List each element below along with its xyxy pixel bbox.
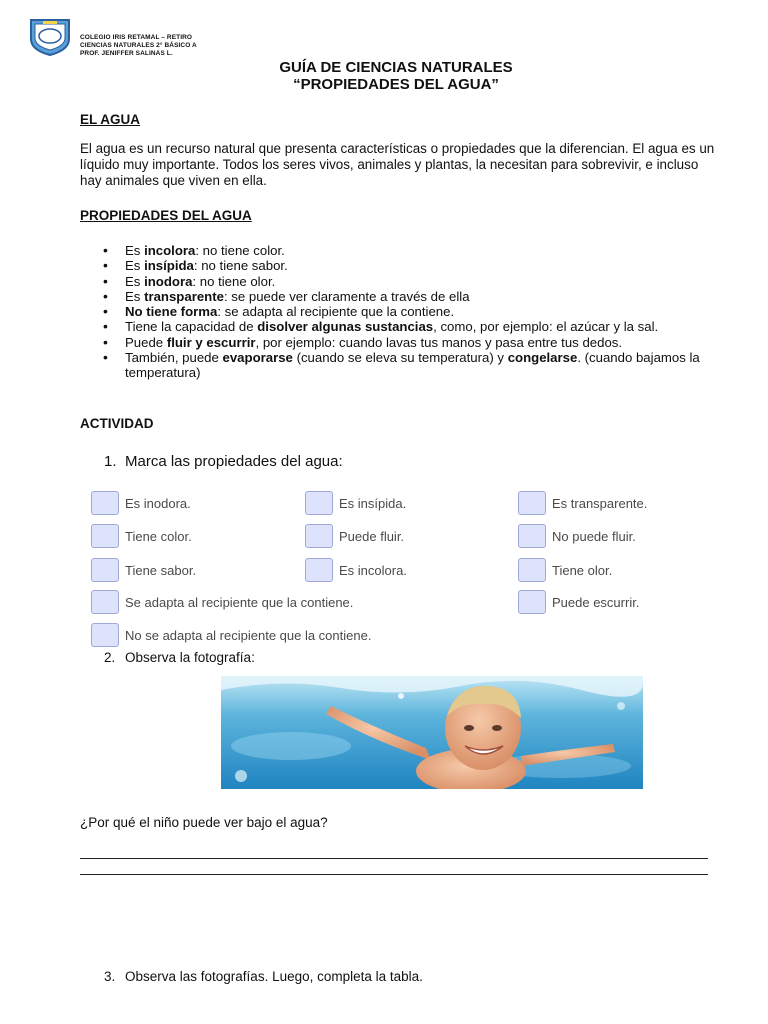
question-number: 3.: [104, 969, 116, 984]
question-1: [104, 453, 343, 470]
answer-line[interactable]: [80, 874, 708, 875]
option-label: Tiene olor.: [552, 562, 613, 578]
section-heading-properties: PROPIEDADES DEL AGUA: [80, 208, 252, 223]
school-line: PROF. JENIFFER SALINAS L.: [80, 50, 173, 57]
question-3: [104, 969, 423, 984]
property-text: : se puede ver claramente a través de ella: [223, 288, 470, 304]
option-es-inodora[interactable]: [91, 490, 191, 516]
section-heading-activity: ACTIVIDAD: [80, 416, 154, 431]
property-keyword: evaporarse: [222, 350, 293, 366]
checkbox[interactable]: [305, 558, 333, 582]
school-info: [80, 34, 197, 58]
property-keyword: No tiene forma: [125, 304, 218, 320]
properties-list: [80, 243, 720, 381]
option-no-puede-fluir[interactable]: [518, 523, 636, 549]
section-heading-agua: EL AGUA: [80, 112, 141, 127]
checkbox[interactable]: [91, 623, 119, 647]
property-text: Es: [125, 258, 145, 274]
checkbox[interactable]: [91, 590, 119, 614]
property-keyword: insípida: [144, 258, 194, 274]
option-tiene-olor[interactable]: [518, 557, 612, 583]
property-keyword: inodora: [144, 273, 193, 289]
checkbox[interactable]: [305, 524, 333, 548]
property-text: Es: [125, 288, 145, 304]
property-text: . (cuando bajamos la temperatura): [125, 350, 700, 381]
property-text: (cuando se eleva su temperatura) y: [292, 350, 508, 366]
property-item: [80, 304, 720, 319]
open-question: ¿Por qué el niño puede ver bajo el agua?: [80, 815, 328, 830]
question-text: Observa las fotografías. Luego, completa la tabla.: [125, 969, 423, 984]
question-text: Observa la fotografía:: [125, 650, 255, 665]
option-label: Tiene sabor.: [125, 562, 197, 578]
property-item: [80, 243, 720, 258]
option-no-se-adapta[interactable]: [91, 622, 371, 648]
property-item: [80, 319, 720, 334]
question-2: [104, 650, 255, 665]
checkbox[interactable]: [518, 558, 546, 582]
question-text: Marca las propiedades del agua:: [125, 453, 343, 470]
school-logo: [27, 17, 73, 57]
option-label: Es incolora.: [339, 562, 407, 578]
property-text: , como, por ejemplo: el azúcar y la sal.: [433, 319, 659, 335]
checkbox[interactable]: [518, 524, 546, 548]
option-label: Puede fluir.: [339, 528, 405, 544]
question-number: 1.: [104, 453, 117, 470]
property-text: , por ejemplo: cuando lavas tus manos y pasa entre tus dedos.: [255, 334, 623, 350]
option-label: Es insípida.: [339, 495, 407, 511]
option-label: Es transparente.: [552, 495, 648, 511]
property-keyword: disolver algunas sustancias: [257, 319, 434, 335]
school-line: COLEGIO IRIS RETAMAL – RETIRO: [80, 34, 193, 41]
page-title: GUÍA DE CIENCIAS NATURALES: [279, 59, 513, 76]
answer-line[interactable]: [80, 858, 708, 859]
option-label: Es inodora.: [125, 495, 191, 511]
checkbox[interactable]: [518, 590, 546, 614]
option-tiene-sabor[interactable]: [91, 557, 196, 583]
property-keyword: incolora: [144, 243, 196, 258]
option-label: Tiene color.: [125, 528, 192, 544]
property-item: [80, 258, 720, 273]
property-text: Es: [125, 273, 145, 289]
checkbox[interactable]: [91, 558, 119, 582]
option-tiene-color[interactable]: [91, 523, 192, 549]
question-number: 2.: [104, 650, 116, 665]
property-item: [80, 335, 720, 350]
checkbox[interactable]: [91, 491, 119, 515]
option-label: No se adapta al recipiente que la contiene.: [125, 627, 372, 643]
option-label: Se adapta al recipiente que la contiene.: [125, 594, 354, 610]
property-item: [80, 274, 720, 289]
option-es-incolora[interactable]: [305, 557, 407, 583]
photo-child-underwater: [221, 676, 643, 789]
property-keyword: transparente: [144, 288, 224, 304]
property-text: Tiene la capacidad de: [125, 319, 258, 335]
option-label: No puede fluir.: [552, 528, 636, 544]
property-text: También, puede: [125, 350, 223, 366]
property-text: : no tiene olor.: [192, 273, 276, 289]
checkbox[interactable]: [91, 524, 119, 548]
property-keyword: fluir y escurrir: [166, 334, 256, 350]
property-text: Es: [125, 243, 145, 258]
property-text: : se adapta al recipiente que la contiene.: [217, 304, 455, 320]
option-puede-escurrir[interactable]: [518, 589, 639, 615]
property-text: : no tiene sabor.: [193, 258, 288, 274]
intro-paragraph: El agua es un recurso natural que presenta características o propiedades que la diferencian. El agua es un líquido muy importante. Todos los seres vivos, animales y plantas, la necesitan para sobrevivir, e incluso hay animales que viven en ella.: [80, 141, 715, 188]
checkbox[interactable]: [305, 491, 333, 515]
property-text: : no tiene color.: [195, 243, 285, 258]
school-line: CIENCIAS NATURALES 2° BÁSICO A: [80, 42, 197, 49]
checkbox[interactable]: [518, 491, 546, 515]
property-item: [80, 289, 720, 304]
option-es-insipida[interactable]: [305, 490, 406, 516]
property-item: [80, 350, 720, 381]
option-se-adapta[interactable]: [91, 589, 353, 615]
page-subtitle: “PROPIEDADES DEL AGUA”: [293, 76, 499, 93]
option-label: Puede escurrir.: [552, 594, 640, 610]
option-es-transparente[interactable]: [518, 490, 647, 516]
property-keyword: congelarse: [507, 350, 578, 366]
option-puede-fluir[interactable]: [305, 523, 404, 549]
property-text: Puede: [125, 334, 167, 350]
